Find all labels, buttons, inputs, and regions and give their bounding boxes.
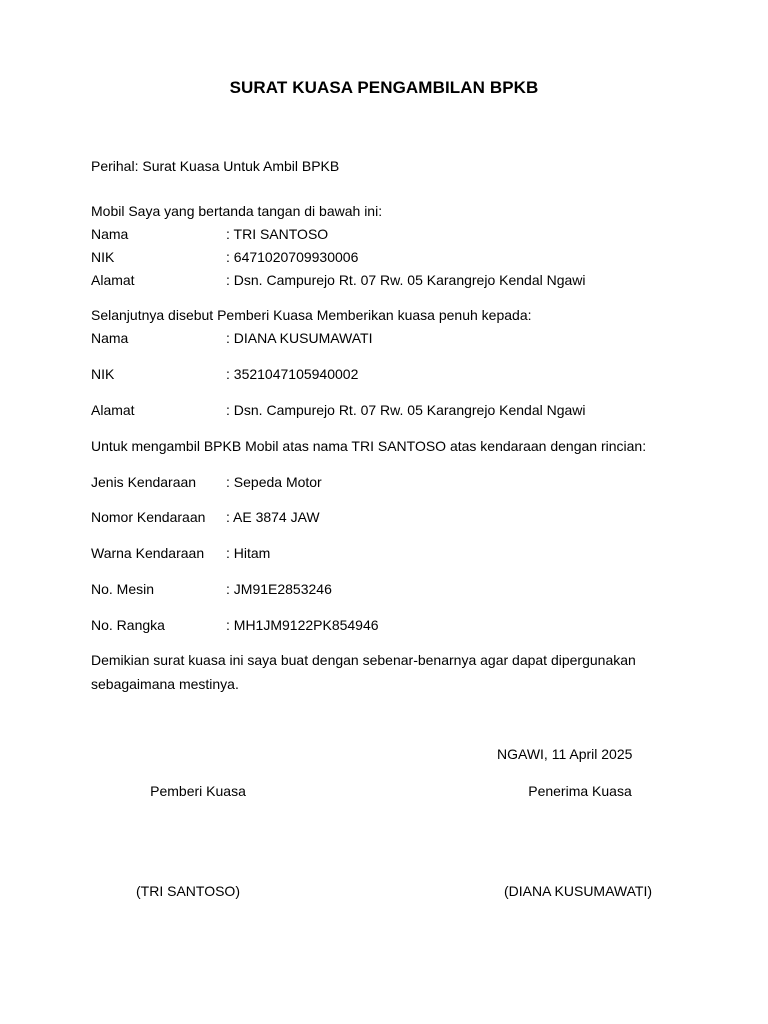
- grantee-name-value: : DIANA KUSUMAWATI: [226, 330, 373, 346]
- grantee-nik-label: NIK: [91, 366, 115, 382]
- vehicle-plate-value: : AE 3874 JAW: [226, 509, 320, 525]
- subject-line: Perihal: Surat Kuasa Untuk Ambil BPKB: [91, 158, 340, 174]
- grantor-name-value: : TRI SANTOSO: [226, 226, 329, 242]
- grantor-name-label: Nama: [91, 226, 129, 242]
- intro-line: Mobil Saya yang bertanda tangan di bawah ini:: [91, 203, 383, 219]
- place-date: NGAWI, 11 April 2025: [497, 746, 633, 762]
- vehicle-color-label: Warna Kendaraan: [91, 545, 205, 561]
- grantor-role: Pemberi Kuasa: [150, 783, 246, 799]
- vehicle-type-value: : Sepeda Motor: [226, 474, 322, 490]
- purpose-line: Untuk mengambil BPKB Mobil atas nama TRI SANTOSO atas kendaraan dengan rincian:: [91, 438, 647, 454]
- grantee-name-label: Nama: [91, 330, 129, 346]
- grantee-nik-value: : 3521047105940002: [226, 366, 359, 382]
- grantor-signature-name: (TRI SANTOSO): [136, 883, 240, 899]
- closing-line-2: sebagaimana mestinya.: [91, 676, 239, 692]
- grantor-address-label: Alamat: [91, 272, 135, 288]
- vehicle-type-label: Jenis Kendaraan: [91, 474, 197, 490]
- grantor-address-value: : Dsn. Campurejo Rt. 07 Rw. 05 Karangrejo Kendal Ngawi: [226, 272, 586, 288]
- transition-line: Selanjutnya disebut Pemberi Kuasa Memberikan kuasa penuh kepada:: [91, 307, 532, 323]
- grantor-nik-value: : 6471020709930006: [226, 249, 359, 265]
- vehicle-engine-label: No. Mesin: [91, 581, 155, 597]
- grantee-address-value: : Dsn. Campurejo Rt. 07 Rw. 05 Karangrejo Kendal Ngawi: [226, 402, 586, 418]
- vehicle-plate-label: Nomor Kendaraan: [91, 509, 206, 525]
- closing-line-1: Demikian surat kuasa ini saya buat dengan sebenar-benarnya agar dapat dipergunakan: [91, 652, 636, 668]
- grantor-nik-label: NIK: [91, 249, 115, 265]
- vehicle-frame-value: : MH1JM9122PK854946: [226, 617, 379, 633]
- grantee-signature-name: (DIANA KUSUMAWATI): [503, 883, 653, 899]
- grantee-address-label: Alamat: [91, 402, 135, 418]
- grantee-role: Penerima Kuasa: [528, 783, 632, 799]
- vehicle-engine-value: : JM91E2853246: [226, 581, 332, 597]
- vehicle-color-value: : Hitam: [226, 545, 271, 561]
- document-title: SURAT KUASA PENGAMBILAN BPKB: [229, 78, 539, 97]
- vehicle-frame-label: No. Rangka: [91, 617, 165, 633]
